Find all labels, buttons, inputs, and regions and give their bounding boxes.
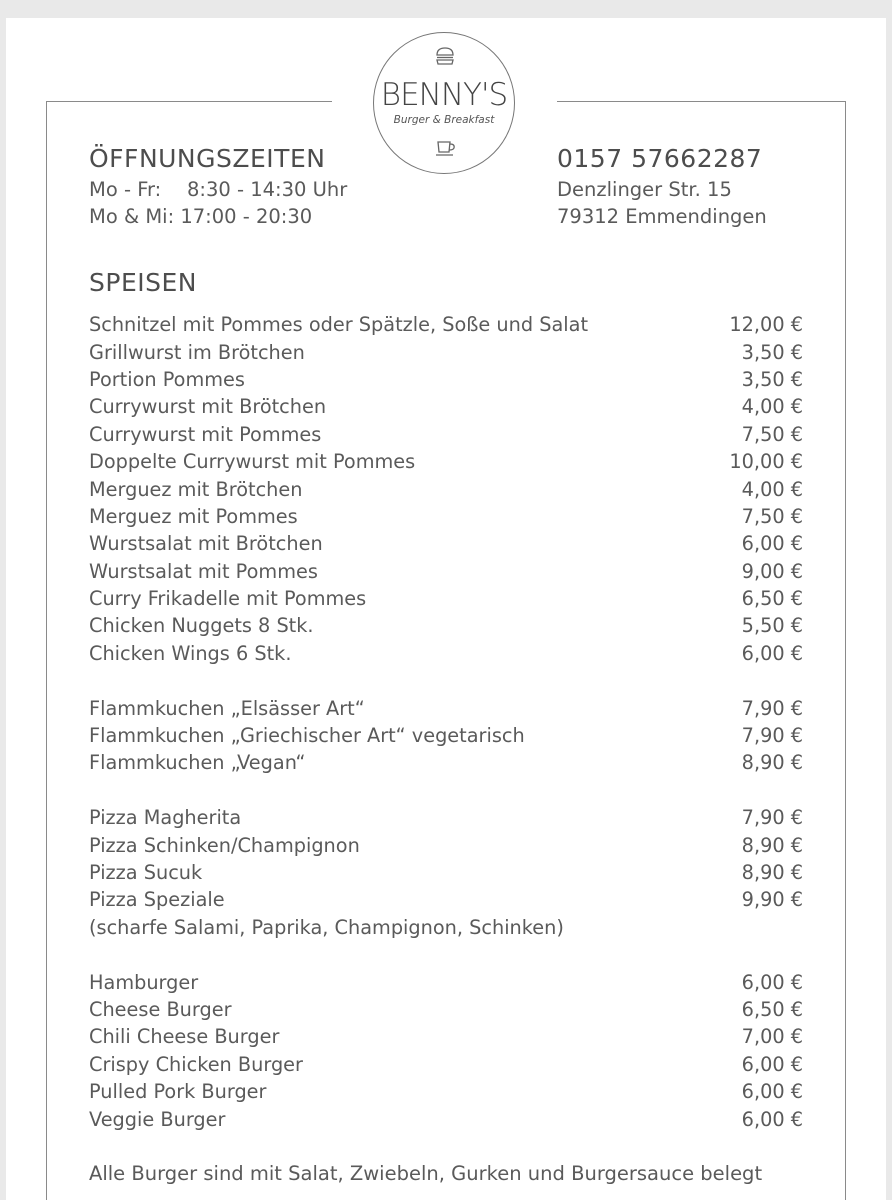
menu-item (89, 393, 803, 420)
menu-item (89, 996, 803, 1023)
menu-item-name: Curry Frikadelle mit Pommes (89, 587, 367, 611)
menu-item-name: Veggie Burger (89, 1107, 226, 1131)
menu-item-name: Grillwurst im Brötchen (89, 340, 305, 364)
hours-weekday-label: Mo - Fr: (89, 178, 162, 201)
menu-item-price: 6,00 € (741, 641, 803, 665)
group-spacer (89, 941, 803, 968)
frame-top-left-line (46, 101, 332, 102)
menu-item (89, 311, 803, 338)
menu-item-price: 8,90 € (741, 751, 803, 775)
menu-item-name: Currywurst mit Brötchen (89, 395, 327, 419)
menu-item-price: 6,50 € (741, 587, 803, 611)
menu-item-price: 6,50 € (741, 997, 803, 1021)
menu-item-name: Currywurst mit Pommes (89, 422, 322, 446)
menu-item-name: Chili Cheese Burger (89, 1025, 280, 1049)
phone-number: 0157 57662287 (557, 144, 763, 173)
menu-item-name: Flammkuchen „Griechischer Art“ vegetarisch (89, 724, 525, 748)
menu-item (89, 1078, 803, 1105)
hours-evening: Mo & Mi: 17:00 - 20:30 (89, 205, 313, 228)
menu-item-price: 6,00 € (741, 1107, 803, 1131)
menu-item (89, 558, 803, 585)
menu-item-price: 6,00 € (741, 970, 803, 994)
hours-weekday-time: 8:30 - 14:30 Uhr (187, 178, 348, 201)
address-city: 79312 Emmendingen (557, 205, 767, 228)
frame-right-line (845, 101, 846, 1200)
menu-item-name: Pizza Magherita (89, 806, 242, 830)
menu-item-price: 9,00 € (741, 559, 803, 583)
menu-item-name: (scharfe Salami, Paprika, Champignon, Schinken) (89, 915, 564, 939)
menu-item-price: 6,00 € (741, 1080, 803, 1104)
menu-item (89, 585, 803, 612)
frame-left-line (46, 101, 47, 1200)
menu-item (89, 448, 803, 475)
menu-item (89, 1105, 803, 1132)
menu-item-name: Wurstsalat mit Pommes (89, 559, 318, 583)
menu-item-price: 6,00 € (741, 1052, 803, 1076)
menu-item-name: Crispy Chicken Burger (89, 1052, 303, 1076)
logo-name: BENNY'S (380, 77, 508, 113)
menu-item-name: Hamburger (89, 970, 199, 994)
menu-item-price: 7,90 € (741, 724, 803, 748)
menu-item-name: Pizza Speziale (89, 888, 225, 912)
menu-item-price: 8,90 € (741, 833, 803, 857)
menu-list (89, 311, 803, 1133)
menu-item-name: Schnitzel mit Pommes oder Spätzle, Soße und Salat (89, 313, 589, 337)
address-street: Denzlinger Str. 15 (557, 178, 732, 201)
menu-item-price: 12,00 € (729, 313, 803, 337)
menu-item-price: 10,00 € (729, 450, 803, 474)
group-spacer (89, 667, 803, 694)
menu-item (89, 722, 803, 749)
menu-item (89, 1051, 803, 1078)
menu-item-name: Flammkuchen „Elsässer Art“ (89, 696, 365, 720)
menu-item (89, 338, 803, 365)
menu-item-price: 3,50 € (741, 340, 803, 364)
menu-item-price: 4,00 € (741, 477, 803, 501)
menu-item-name: Flammkuchen „Vegan“ (89, 751, 306, 775)
menu-item (89, 640, 803, 667)
menu-item (89, 831, 803, 858)
burger-footnote: Alle Burger sind mit Salat, Zwiebeln, Gurken und Burgersauce belegt (89, 1162, 763, 1185)
menu-item (89, 503, 803, 530)
menu-item-name: Pizza Sucuk (89, 861, 203, 884)
menu-item (89, 612, 803, 639)
menu-item-price: 7,00 € (741, 1025, 803, 1049)
menu-item-price: 7,50 € (741, 422, 803, 446)
menu-item-name: Cheese Burger (89, 997, 232, 1021)
logo-subtitle: Burger & Breakfast (393, 114, 495, 126)
restaurant-logo (373, 32, 515, 174)
hours-title: ÖFFNUNGSZEITEN (89, 144, 326, 173)
burger-icon (435, 47, 455, 65)
menu-item-name: Chicken Wings 6 Stk. (89, 641, 292, 665)
menu-item-price: 4,00 € (741, 395, 803, 419)
menu-item-price: 3,50 € (741, 367, 803, 391)
coffee-cup-icon (435, 139, 457, 157)
menu-item-name: Merguez mit Pommes (89, 504, 298, 528)
menu-item (89, 421, 803, 448)
menu-item-price: 7,90 € (741, 696, 803, 720)
menu-item (89, 366, 803, 393)
menu-item (89, 475, 803, 502)
menu-item (89, 968, 803, 995)
frame-top-right-line (557, 101, 846, 102)
menu-item-name: Merguez mit Brötchen (89, 477, 303, 501)
menu-item (89, 914, 803, 941)
menu-item-name: Wurstsalat mit Brötchen (89, 532, 323, 556)
menu-item (89, 859, 803, 886)
menu-item (89, 530, 803, 557)
menu-item (89, 694, 803, 721)
menu-item-price: 9,90 € (741, 888, 803, 912)
menu-item-price: 7,90 € (741, 806, 803, 830)
menu-item-name: Pizza Schinken/Champignon (89, 833, 360, 857)
menu-item (89, 1023, 803, 1050)
menu-item-name: Pulled Pork Burger (89, 1080, 267, 1104)
group-spacer (89, 777, 803, 804)
menu-item (89, 886, 803, 913)
menu-item-price: 8,90 € (741, 861, 803, 884)
section-title: SPEISEN (89, 268, 197, 297)
menu-item-price: 7,50 € (741, 504, 803, 528)
menu-item-name: Doppelte Currywurst mit Pommes (89, 450, 416, 474)
menu-item-name: Portion Pommes (89, 367, 245, 391)
menu-item-price: 5,50 € (741, 614, 803, 638)
menu-item-name: Chicken Nuggets 8 Stk. (89, 614, 314, 638)
menu-item-price: 6,00 € (741, 532, 803, 556)
menu-item (89, 749, 803, 776)
menu-item (89, 804, 803, 831)
